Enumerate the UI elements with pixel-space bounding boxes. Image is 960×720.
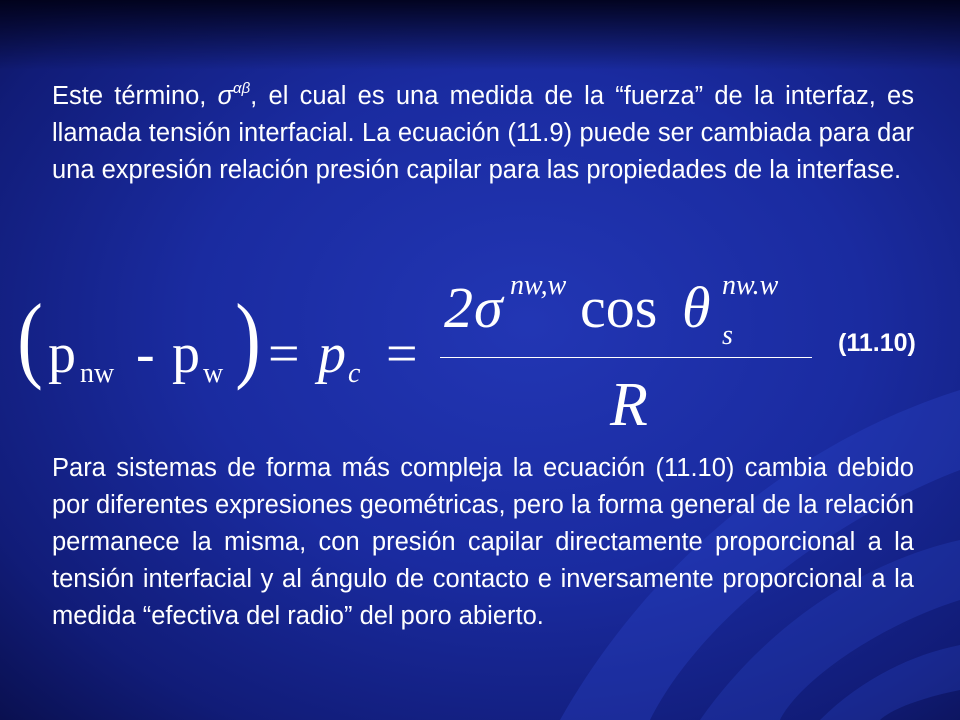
numerator-sigma: σ	[474, 275, 503, 340]
equals-sign-1: =	[268, 323, 300, 385]
equation-11-10	[0, 270, 960, 440]
numerator-theta-superscript: nw.w	[722, 270, 779, 301]
denominator-r: R	[610, 371, 648, 439]
left-paren: (	[17, 284, 43, 391]
numerator-sigma-superscript: nw,w	[510, 270, 567, 301]
numerator-cos: cos	[580, 275, 658, 340]
sigma-symbol: σ	[217, 82, 234, 110]
fraction-bar	[440, 357, 812, 358]
intro-text-rest: , el cual es una medida de la “fuerza” de la interfaz, es llamada tensión interfacial. La ecuación (11.9) puede ser cambiada para dar una expresión relación presión capilar para las propiedades de la interfase.	[52, 82, 914, 184]
p-w-subscript: w	[203, 358, 224, 389]
p-w-base: p	[172, 323, 200, 385]
minus-sign: -	[136, 323, 155, 385]
p-nw-base: p	[48, 323, 76, 385]
numerator-coefficient: 2	[444, 275, 473, 340]
numerator-theta: θ	[682, 275, 711, 340]
pc-subscript: c	[348, 358, 361, 389]
p-nw-subscript: nw	[80, 358, 115, 389]
numerator-theta-subscript: s	[722, 320, 733, 351]
sigma-superscript: αβ	[233, 80, 251, 97]
intro-paragraph	[52, 78, 914, 189]
body-paragraph: Para sistemas de forma más compleja la ecuación (11.10) cambia debido por diferentes expresiones geométricas, pero la forma general de la relación permanece la misma, con presión capilar directamente proporcional a la tensión interfacial y al ángulo de contacto e inversamente proporcional a la medida “efectiva del radio” del poro abierto.	[52, 454, 914, 630]
equation-number: (11.10)	[838, 329, 916, 357]
intro-text-start: Este término,	[52, 82, 218, 110]
right-paren: )	[235, 284, 261, 391]
pc-base: p	[318, 323, 346, 385]
equals-sign-2: =	[386, 323, 418, 385]
